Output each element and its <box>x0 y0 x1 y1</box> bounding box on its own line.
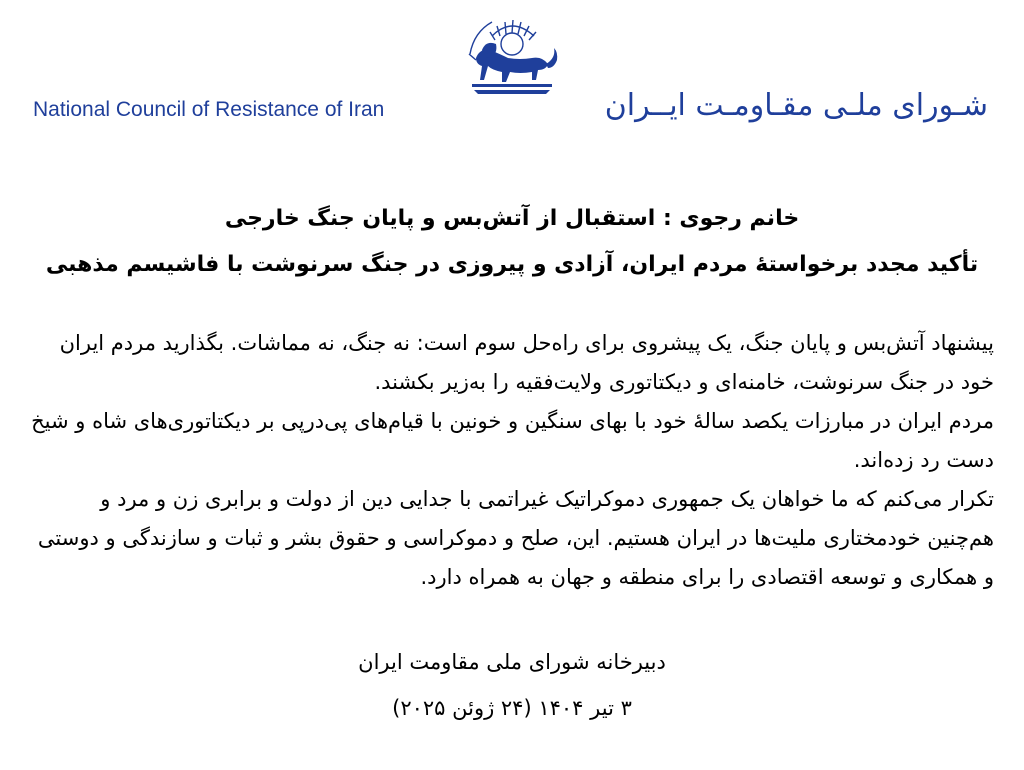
paragraph: پیشنهاد آتش‌بس و پایان جنگ، یک پیشروی برای راه‌حل سوم است: نه جنگ، نه مماشات. بگذارید مردم ایران خود در جنگ سرنوشت، خامنه‌ای و دیکتاتوری ولایت‌فقیه را به‌زیر بکشند. <box>59 331 994 394</box>
issuer: دبیرخانه شورای ملی مقاومت ایران <box>358 650 666 674</box>
statement <box>30 196 994 731</box>
headline-line-1: خانم رجوی : استقبال از آتش‌بس و پایان جنگ خارجی <box>224 206 800 231</box>
statement-body <box>30 324 994 597</box>
org-name-english: National Council of Resistance of Iran <box>33 98 385 121</box>
headline <box>30 196 994 288</box>
signature-block <box>30 639 994 731</box>
org-name-persian: شـورای ملـی مقـاومـت ایــران <box>604 88 988 123</box>
date: ۳ تیر ۱۴۰۴ (۲۴ ژوئن ۲۰۲۵) <box>392 696 632 720</box>
headline-line-2: تأکید مجدد برخواستهٔ مردم ایران، آزادی و پیروزی در جنگ سرنوشت با فاشیسم مذهبی <box>45 252 979 277</box>
paragraph: مردم ایران در مبارزات یکصد سالهٔ خود با بهای سنگین و خونین با قیام‌های پی‌درپی بر دیکتاتوری‌های شاه و شیخ دست رد زده‌اند. <box>31 409 994 472</box>
lion-and-sun-emblem-icon <box>462 14 562 100</box>
letterhead <box>0 0 1024 140</box>
paragraph: تکرار می‌کنم که ما خواهان یک جمهوری دموکراتیک غیراتمی با جدایی دین از دولت و برابری زن و مرد و هم‌چنین خودمختاری ملیت‌ها در ایران هستیم. این، صلح و دموکراسی و حقوق بشر و ثبات و سازندگی و دوستی و همکاری و توسعه اقتصادی را برای منطقه و جهان به همراه دارد. <box>37 487 994 589</box>
